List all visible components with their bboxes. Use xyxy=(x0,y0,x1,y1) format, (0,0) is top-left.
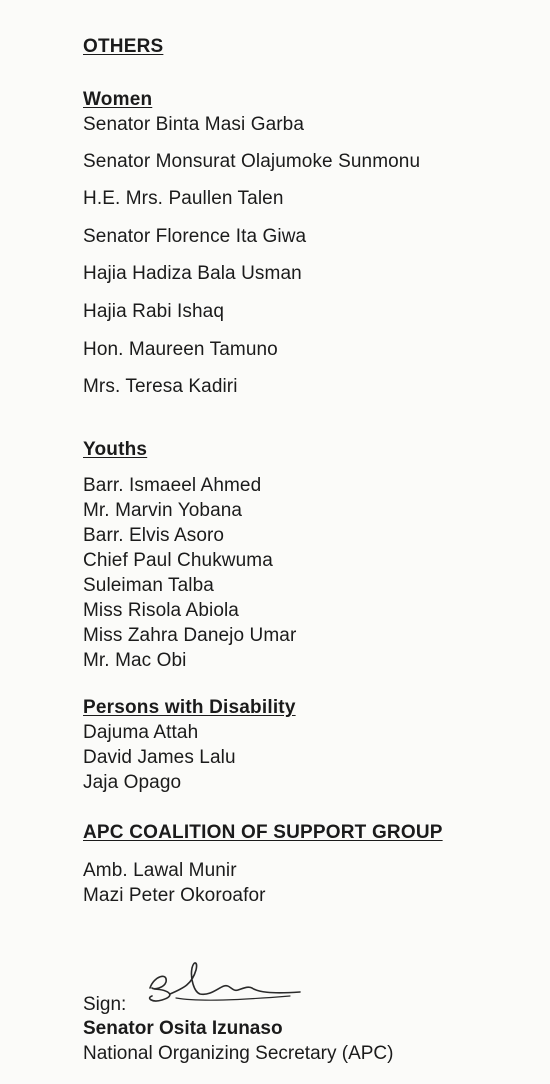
handwritten-signature xyxy=(140,958,320,1010)
list-item: Chief Paul Chukwuma xyxy=(83,550,273,571)
coalition-heading: APC COALITION OF SUPPORT GROUP xyxy=(83,822,443,843)
list-item: Miss Risola Abiola xyxy=(83,600,239,621)
list-item: Mazi Peter Okoroafor xyxy=(83,885,266,906)
list-item: Senator Florence Ita Giwa xyxy=(83,226,307,247)
list-item: Jaja Opago xyxy=(83,772,182,793)
signer-title: National Organizing Secretary (APC) xyxy=(83,1043,394,1064)
list-item: Miss Zahra Danejo Umar xyxy=(83,625,297,646)
list-item: Hon. Maureen Tamuno xyxy=(83,339,278,360)
list-item: Senator Monsurat Olajumoke Sunmonu xyxy=(83,151,421,172)
list-item: Senator Binta Masi Garba xyxy=(83,114,305,135)
list-item: Hajia Rabi Ishaq xyxy=(83,301,225,322)
list-item: Mr. Mac Obi xyxy=(83,650,187,671)
list-item: Dajuma Attah xyxy=(83,722,199,743)
list-item: Hajia Hadiza Bala Usman xyxy=(83,263,302,284)
list-item: Suleiman Talba xyxy=(83,575,214,596)
list-item: H.E. Mrs. Paullen Talen xyxy=(83,188,284,209)
list-item: Barr. Elvis Asoro xyxy=(83,525,225,546)
sign-label: Sign: xyxy=(83,994,127,1015)
women-heading: Women xyxy=(83,89,153,110)
others-title: OTHERS xyxy=(83,36,164,57)
list-item: David James Lalu xyxy=(83,747,236,768)
disability-heading: Persons with Disability xyxy=(83,697,296,718)
list-item: Barr. Ismaeel Ahmed xyxy=(83,475,262,496)
list-item: Mrs. Teresa Kadiri xyxy=(83,376,238,397)
list-item: Mr. Marvin Yobana xyxy=(83,500,243,521)
signer-name: Senator Osita Izunaso xyxy=(83,1018,283,1039)
youths-heading: Youths xyxy=(83,439,148,460)
list-item: Amb. Lawal Munir xyxy=(83,860,237,881)
